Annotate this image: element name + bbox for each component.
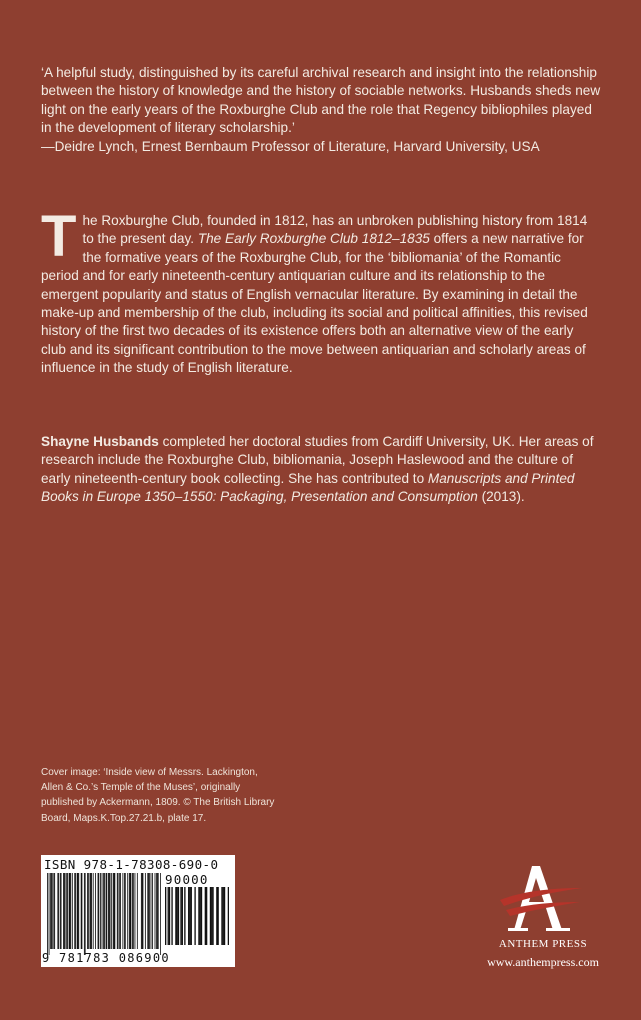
barcode-bar	[221, 887, 222, 945]
quote-text: ‘A helpful study, distinguished by its careful archival research and insight into the relationship between the history of knowledge and the history of sociable networks. Husbands sheds new light on the early years of the Roxburghe Club and the role that Regency bibliophiles played in the development of literary scholarship.’	[41, 65, 601, 136]
barcode-bar	[200, 887, 201, 945]
barcode-bar	[141, 873, 142, 949]
barcode-bar	[156, 873, 157, 949]
barcode-bar	[57, 873, 58, 949]
barcode-bar	[109, 873, 110, 949]
barcode-bar	[188, 887, 189, 945]
barcode-bar	[81, 873, 82, 949]
barcode-bar	[152, 873, 153, 949]
barcode-bar	[47, 873, 48, 955]
barcode-bar	[143, 873, 144, 949]
anthem-press-logo-icon	[496, 858, 586, 938]
book-title-italic: The Early Roxburghe Club 1812–1835	[197, 231, 430, 247]
barcode-bar	[70, 873, 71, 949]
barcode-bar	[52, 873, 53, 949]
barcode-bar	[82, 873, 83, 949]
barcode-bar	[53, 873, 54, 949]
description-text-2: offers a new narrative for the formative years of the Roxburghe Club, for the ‘bibliomania’ of the Romantic period and for early nineteenth-century antiquarian culture and its relationship to the emergent popularity and status of English vernacular literature. By examining in detail the make-up and membership of the club, including its social and political affinities, this revised history of the first two decades of its existence offers both an alternative view of the early club and its significant contribution to the move between antiquarian and scholarly areas of influence in the study of English literature.	[41, 231, 588, 376]
barcode-bar	[125, 873, 126, 949]
barcode-bar	[114, 873, 115, 949]
barcode-bar	[137, 873, 138, 949]
barcode-bar	[106, 873, 107, 949]
barcode-bar	[168, 887, 169, 945]
barcode-bar	[74, 873, 75, 949]
barcode-bar	[90, 873, 91, 949]
barcode-bar	[67, 873, 68, 949]
author-name: Shayne Husbands	[41, 434, 159, 449]
barcode-bar	[120, 873, 121, 949]
barcode-bar	[85, 873, 86, 955]
barcode-bar	[104, 873, 105, 949]
endorsement-quote	[41, 64, 601, 156]
barcode-bar	[155, 873, 156, 949]
barcode-bar	[114, 873, 115, 949]
barcode-bar	[165, 887, 166, 945]
barcode-bar	[149, 873, 150, 949]
bio-text-2: (2013).	[477, 489, 525, 505]
barcode-bar	[130, 873, 131, 949]
barcode-bar	[206, 887, 207, 945]
barcode-bar	[160, 873, 161, 955]
barcode-bar	[133, 873, 134, 949]
barcode-bar	[69, 873, 70, 949]
barcode-bar	[66, 873, 67, 949]
barcode-bar	[118, 873, 119, 949]
barcode-bar	[102, 873, 103, 949]
author-bio	[41, 433, 601, 507]
barcode-bar	[60, 873, 61, 949]
barcode-bar	[77, 873, 78, 949]
barcode-bar	[119, 873, 120, 949]
barcode-bar	[135, 873, 136, 949]
barcode-bar	[63, 873, 64, 949]
barcode-bar	[113, 873, 114, 949]
barcode-bar	[98, 873, 99, 949]
barcode-bar	[65, 873, 66, 949]
barcode-bar	[182, 887, 183, 945]
barcode-bar	[84, 873, 85, 955]
barcode-bar	[95, 873, 96, 949]
isbn-label: ISBN 978-1-78308-690-0	[44, 857, 219, 872]
barcode-bar	[151, 873, 152, 949]
barcode-bar	[98, 873, 99, 949]
barcode-bar	[198, 887, 199, 945]
barcode-bar	[171, 887, 172, 945]
barcode-bar	[111, 873, 112, 949]
barcode-bar	[211, 887, 212, 945]
barcode-bar	[75, 873, 76, 949]
barcode-bar	[64, 873, 65, 949]
barcode-bar	[78, 873, 79, 949]
barcode-bar	[184, 887, 185, 945]
drop-cap: T	[41, 204, 77, 269]
quote-attribution: —Deidre Lynch, Ernest Bernbaum Professor of Literature, Harvard University, USA	[41, 138, 540, 154]
isbn-barcode	[41, 855, 235, 967]
barcode-bar	[50, 873, 51, 949]
barcode-bar	[223, 887, 224, 945]
barcode-bar	[49, 873, 50, 955]
barcode-bar	[194, 887, 195, 945]
barcode-bar	[212, 887, 213, 945]
barcode-bar	[51, 873, 52, 949]
book-description	[41, 204, 601, 378]
barcode-bar	[117, 873, 118, 949]
barcode-bar	[175, 887, 176, 945]
barcode-bar	[87, 873, 88, 949]
barcode-bar	[108, 873, 109, 949]
price-code: 90000	[165, 872, 209, 887]
barcode-bar	[217, 887, 218, 945]
contributed-book-title: Manuscripts and Printed Books in Europe 1350–1550: Packaging, Presentation and Consumption	[41, 470, 575, 505]
barcode-bar	[177, 887, 178, 945]
ean-barcode-bars	[47, 873, 161, 955]
publisher-name: ANTHEM PRESS	[498, 938, 588, 950]
bio-text-1: completed her doctoral studies from Cardiff University, UK. Her areas of research include the Roxburghe Club, bibliomania, Joseph Haslewood and the culture of early nineteenth-century book collecting. She has contributed to	[41, 434, 594, 486]
barcode-digits: 9 781783 086900	[42, 951, 170, 965]
barcode-bar	[145, 873, 146, 949]
barcode-bar	[180, 887, 181, 945]
barcode-bar	[132, 873, 133, 949]
barcode-bar	[216, 887, 217, 945]
barcode-bar	[147, 873, 148, 949]
barcode-bar	[106, 873, 107, 949]
barcode-bar	[93, 873, 94, 949]
barcode-bar	[127, 873, 128, 949]
barcode-bar	[129, 873, 130, 949]
barcode-bar	[148, 873, 149, 949]
barcode-bar	[224, 887, 225, 945]
barcode-bar	[72, 873, 73, 949]
barcode-bar	[100, 873, 101, 949]
barcode-bar	[69, 873, 70, 949]
description-text-1: he Roxburghe Club, founded in 1812, has an unbroken publishing history from 1814 to the present day.	[82, 213, 588, 247]
cover-image-credit: Cover image: ‘Inside view of Messrs. Lackington, Allen & Co.’s Temple of the Muses’, originally published by Ackermann, 1809. © The British Library Board, Maps.K.Top.27.21.b, plate 17.	[41, 767, 275, 824]
barcode-bar	[91, 873, 92, 949]
barcode-bar	[158, 873, 159, 949]
barcode-bar	[88, 873, 89, 949]
barcode-bar	[110, 873, 111, 949]
barcode-bar	[58, 873, 59, 949]
barcode-bar	[90, 873, 91, 949]
barcode-bar	[169, 887, 170, 945]
barcode-bar	[61, 873, 62, 949]
addon-barcode-bars	[165, 887, 229, 951]
barcode-bar	[189, 887, 190, 945]
barcode-bar	[122, 873, 123, 949]
barcode-bar	[201, 887, 202, 945]
barcode-bar	[210, 887, 211, 945]
barcode-bar	[191, 887, 192, 945]
barcode-bar	[54, 873, 55, 949]
barcode-bar	[228, 887, 229, 945]
barcode-bar	[142, 873, 143, 949]
barcode-bar	[130, 873, 131, 949]
barcode-bar	[157, 873, 158, 949]
barcode-bar	[124, 873, 125, 949]
publisher-url[interactable]: www.anthempress.com	[487, 955, 599, 969]
barcode-bar	[178, 887, 179, 945]
barcode-bar	[78, 873, 79, 949]
barcode-bar	[205, 887, 206, 945]
barcode-bar	[103, 873, 104, 949]
